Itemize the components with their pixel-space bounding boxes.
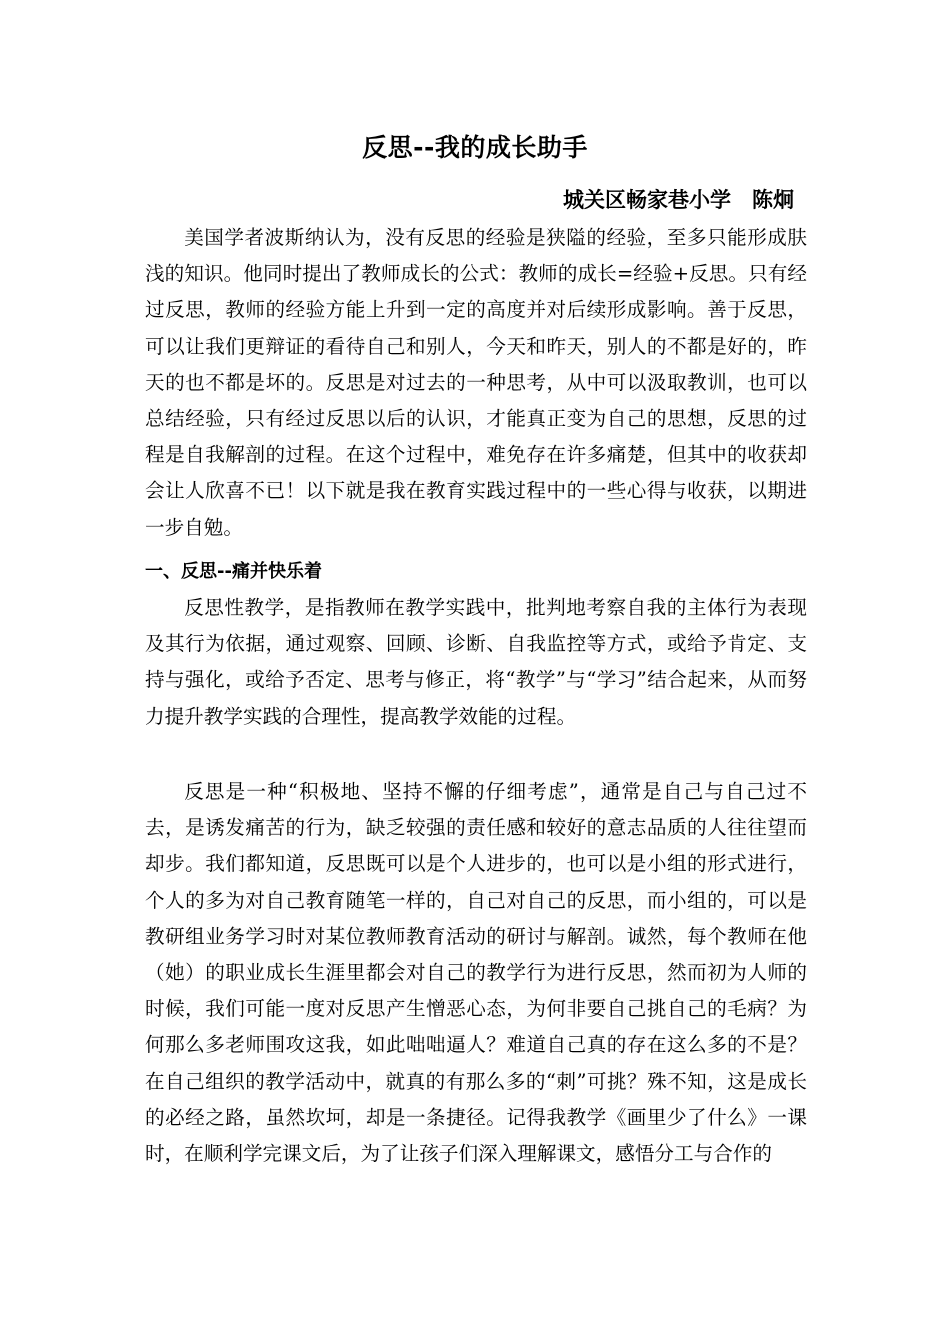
paragraph-reflection: 反思是一种“积极地、坚持不懈的仔细考虑”，通常是自己与自己过不去，是诱发痛苦的行为，缺乏较强的责任感和较好的意志品质的人往往望而却步。我们都知道，反思既可以是个人进步的，也可以是小组的形式进行，个人的多为对自己教育随笔一样的，自己对自己的反思，而小组的，可以是教研组业务学习时对某位教师教育活动的研讨与解剖。诚然，每个教师在他（她）的职业成长生涯里都会对自己的教学行为进行反思，然而初为人师的时候，我们可能一度对反思产生憎恶心态，为何非要自己挑自己的毛病？为何那么多老师围攻这我，如此咄咄逼人？难道自己真的存在这么多的不是？在自己组织的教学活动中，就真的有那么多的“刺”可挑？殊不知，这是成长的必经之路，虽然坎坷，却是一条捷径。记得我教学《画里少了什么》一课时，在顺利学完课文后，为了让孩子们深入理解课文，感悟分工与合作的: [145, 780, 807, 1166]
paragraph-intro: 美国学者波斯纳认为，没有反思的经验是狭隘的经验，至多只能形成肤浅的知识。他同时提出了教师成长的公式：教师的成长=经验+反思。只有经过反思，教师的经验方能上升到一定的高度并对后续形成影响。善于反思，可以让我们更辩证的看待自己和别人，今天和昨天，别人的不都是好的，昨天的也不都是坏的。反思是对过去的一种思考，从中可以汲取教训，也可以总结经验，只有经过反思以后的认识，才能真正变为自己的思想，反思的过程是自我解剖的过程。在这个过程中，难免存在许多痛楚，但其中的收获却会让人欣喜不已！以下就是我在教育实践过程中的一些心得与收获，以期进一步自勉。: [145, 226, 807, 539]
paragraph-reflective-teaching: 反思性教学，是指教师在教学实践中，批判地考察自我的主体行为表现及其行为依据，通过观察、回顾、诊断、自我监控等方式，或给予肯定、支持与强化，或给予否定、思考与修正，将“教学”与“学习”结合起来，从而努力提升教学实践的合理性，提高教学效能的过程。: [145, 596, 807, 728]
section-heading-1: 一、反思--痛并快乐着: [145, 561, 322, 582]
document-title: 反思--我的成长助手: [362, 133, 588, 162]
author-line: 城关区畅家巷小学 陈炯: [563, 188, 794, 212]
